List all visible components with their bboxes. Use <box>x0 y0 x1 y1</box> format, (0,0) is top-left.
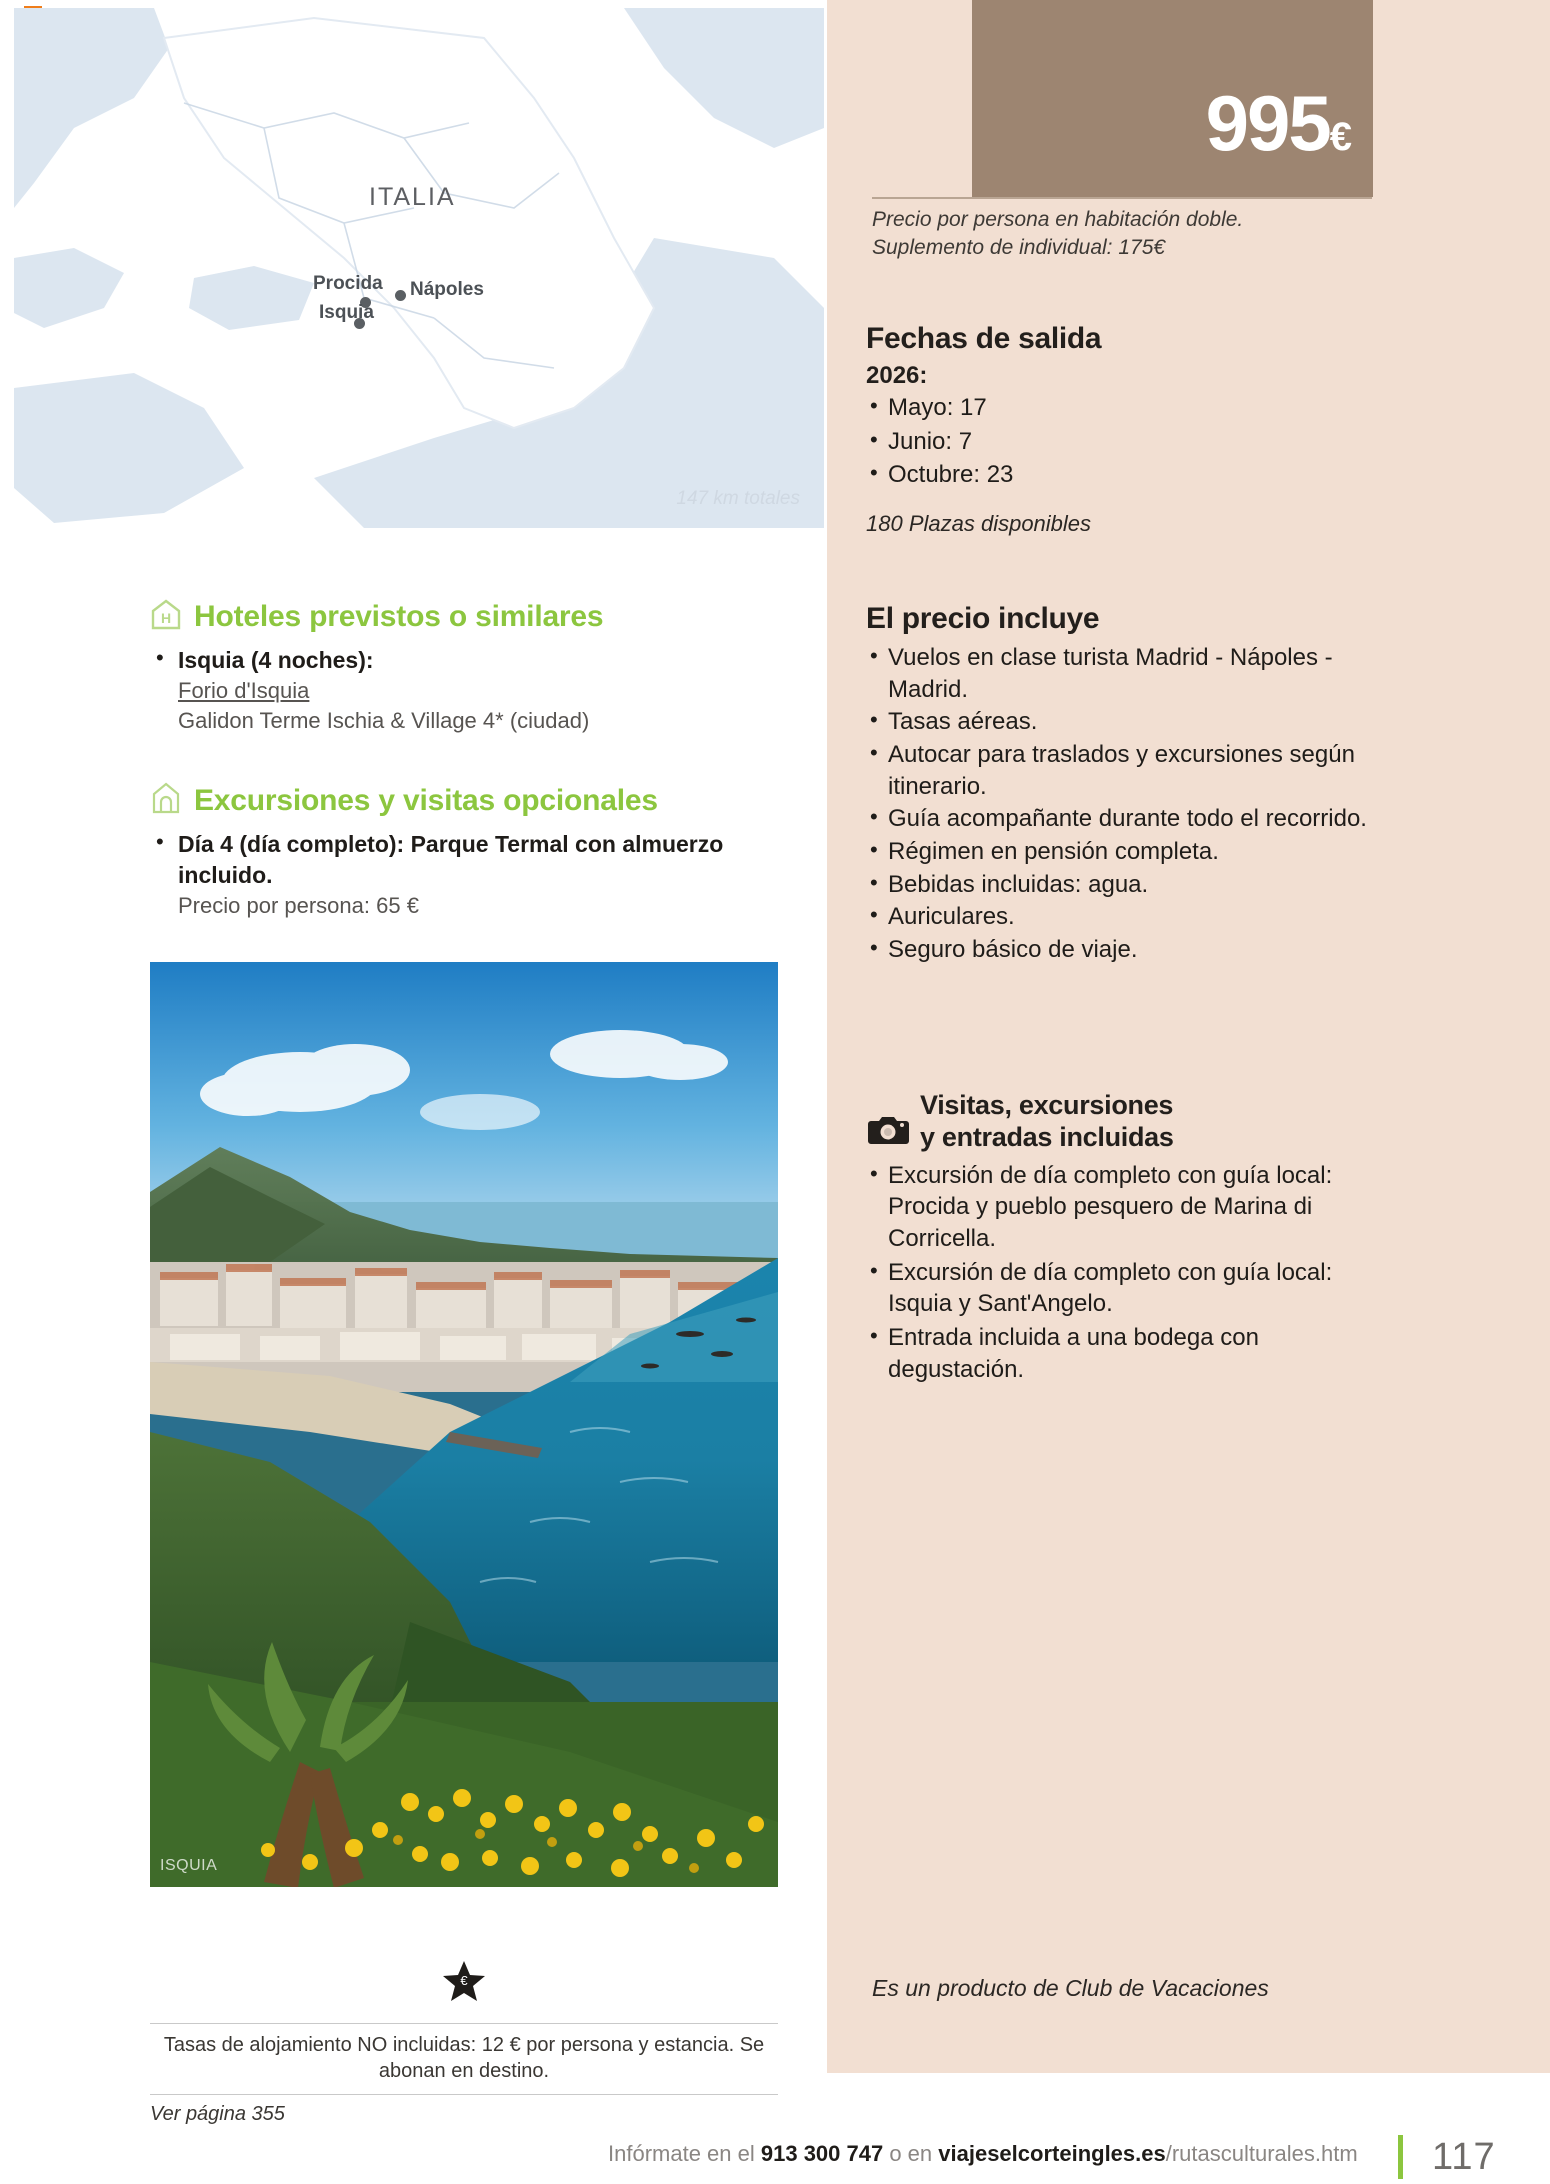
hotels-list <box>150 645 790 735</box>
hotel-name: Galidon Terme Ischia & Village 4* (ciudad) <box>178 707 590 733</box>
price-divider <box>872 197 1372 199</box>
map-graphic <box>14 8 824 528</box>
contact-mid: o en <box>883 2141 939 2166</box>
price-note-line1: Precio por persona en habitación doble. <box>872 208 1244 231</box>
included-visits-title-line1: Visitas, excursiones <box>920 1090 1174 1120</box>
list-item: • Bebidas incluidas: agua. <box>866 869 1386 901</box>
destination-photo <box>150 962 778 1887</box>
website-path[interactable]: /rutasculturales.htm <box>1165 2141 1358 2166</box>
website-domain[interactable]: viajeselcorteingles.es <box>938 2141 1166 2166</box>
page-number-separator <box>1398 2135 1403 2179</box>
list-item: • Vuelos en clase turista Madrid - Nápoles - Madrid. <box>866 642 1386 705</box>
monument-arch-icon <box>150 782 182 819</box>
list-item: • Auriculares. <box>866 901 1386 933</box>
price-amount <box>972 79 1352 167</box>
price-note <box>872 206 1392 263</box>
map-city-napoles: Nápoles <box>410 279 484 300</box>
right-info-panel <box>827 0 1550 2073</box>
excursion-title: Día 4 (día completo): Parque Termal con almuerzo incluido. <box>178 831 724 889</box>
price-includes-heading: El precio incluye <box>866 602 1100 635</box>
photo-graphic <box>150 962 778 1887</box>
contact-phone[interactable]: 913 300 747 <box>760 2141 884 2166</box>
departure-dates-heading: Fechas de salida <box>866 322 1102 355</box>
list-item: • Entrada incluida a una bodega con degustación. <box>866 1322 1386 1385</box>
hotel-location: Isquia (4 noches): <box>178 647 374 673</box>
price-includes-list <box>866 642 1386 966</box>
list-item: • Tasas aéreas. <box>866 706 1386 738</box>
map-city-procida: Procida <box>313 273 383 294</box>
hotels-heading <box>150 598 790 635</box>
list-item: • Autocar para traslados y excursiones según itinerario. <box>866 739 1386 802</box>
list-item: • Junio: 7 <box>866 426 1386 458</box>
departure-dates-section <box>866 322 1386 537</box>
included-visits-heading <box>866 1090 1386 1154</box>
accommodation-tax-note: Tasas de alojamiento NO incluidas: 12 € por persona y estancia. Se abonan en destino. <box>150 2023 778 2095</box>
optional-excursions-heading <box>150 782 790 819</box>
included-visits-list <box>866 1160 1386 1386</box>
star-note-icon-wrap <box>150 1960 778 2009</box>
list-item: • Excursión de día completo con guía local: Isquia y Sant'Angelo. <box>866 1257 1386 1320</box>
departure-dates-list <box>866 392 1386 491</box>
price-includes-section <box>866 602 1386 967</box>
list-item <box>150 829 790 921</box>
svg-text:H: H <box>160 610 172 626</box>
svg-text:€: € <box>460 1973 468 1988</box>
page-number: 117 <box>1432 2136 1496 2178</box>
photo-caption: ISQUIA <box>160 1857 218 1874</box>
map-total-km: 147 km totales <box>676 488 800 509</box>
included-visits-title-line2: y entradas incluidas <box>920 1121 1174 1152</box>
italy-map <box>14 8 824 528</box>
contact-info <box>608 2141 1358 2167</box>
hotels-heading-text: Hoteles previstos o similares <box>194 599 604 633</box>
price-note-line2: Suplemento de individual: 175€ <box>872 236 1166 260</box>
optional-excursions-list <box>150 829 790 921</box>
list-item: • Régimen en pensión completa. <box>866 836 1386 868</box>
house-hotel-icon <box>150 598 182 635</box>
list-item: • Mayo: 17 <box>866 392 1386 424</box>
hotel-city: Forio d'Isquia <box>178 678 310 704</box>
departure-year: 2026: <box>866 362 928 389</box>
camera-icon <box>868 1114 910 1151</box>
list-item: • Guía acompañante durante todo el recorrido. <box>866 803 1386 835</box>
list-item <box>150 645 790 735</box>
excursion-price: Precio por persona: 65 € <box>178 893 419 919</box>
see-page-note: Ver página 355 <box>150 2103 285 2125</box>
optional-excursions-heading-text: Excursiones y visitas opcionales <box>194 783 658 817</box>
list-item: • Excursión de día completo con guía local: Procida y pueblo pesquero de Marina di Corricella. <box>866 1160 1386 1255</box>
list-item: • Seguro básico de viaje. <box>866 934 1386 966</box>
product-provider-note: Es un producto de Club de Vacaciones <box>872 1975 1269 2001</box>
price-number: 995 <box>1205 79 1330 167</box>
map-dot-napoles <box>395 290 406 301</box>
availability-text: 180 Plazas disponibles <box>866 511 1092 537</box>
map-city-isquia: Isquia <box>319 302 374 323</box>
optional-excursions-section <box>150 782 790 921</box>
price-currency: € <box>1329 115 1352 159</box>
included-visits-section <box>866 1090 1386 1387</box>
map-country-label: ITALIA <box>369 183 456 211</box>
contact-prefix: Infórmate en el <box>608 2141 761 2166</box>
list-item: • Octubre: 23 <box>866 459 1386 491</box>
star-euro-icon <box>441 1960 487 2004</box>
hotels-section <box>150 598 790 735</box>
